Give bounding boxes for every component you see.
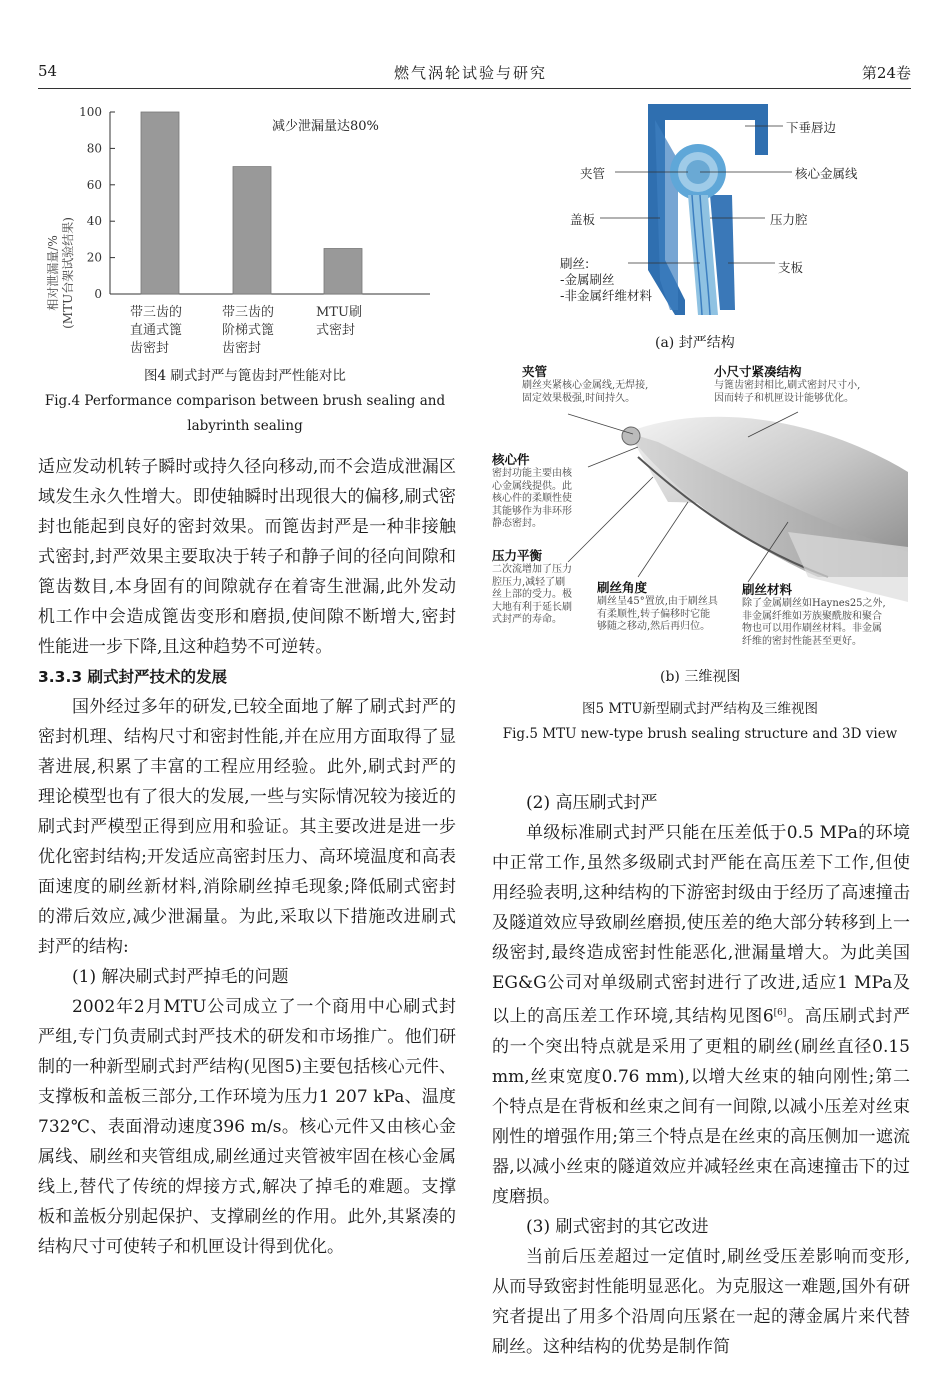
bar <box>233 167 271 294</box>
y-tick-label: 40 <box>86 214 102 229</box>
paragraph: 适应发动机转子瞬时或持久径向移动,而不会造成泄漏区域发生永久性增大。即使轴瞬时出现很大的偏移,刷式密封也能起到良好的密封效果。而篦齿封严是一种非接触式密封,封严效果主要取决于转子和静子间的径向间隙和篦齿数目,本身固有的间隙就存在着寄生泄漏,此外发动机工作中会造成篦齿变形和磨损,使间隙不断增大,密封性能进一步下降,且这种趋势不可逆转。 <box>38 457 456 657</box>
ann-pressure-text: 式封严的寿命。 <box>492 614 562 625</box>
section-heading: 3.3.3 刷式封严技术的发展 <box>38 668 228 686</box>
fig4-cat3-line: MTU刷 <box>316 305 362 320</box>
ann-angle-title: 刷丝角度 <box>597 580 648 595</box>
ann-clamp-text: 固定效果极强,时间持久。 <box>522 392 636 404</box>
ann-compact-title: 小尺寸紧凑结构 <box>714 364 802 379</box>
paragraph: 当前后压差超过一定值时,刷丝受压差影响而变形,从而导致密封性能明显恶化。为克服这一难题,国外有研究者提出了用多个沿周向压紧在一起的薄金属片来代替刷丝。这种结构的优势是制作简 <box>492 1246 910 1357</box>
fig4-cat3 <box>316 304 362 340</box>
fig4-bars <box>141 112 362 294</box>
ann-angle <box>597 578 718 634</box>
fig4-cat2-line: 带三齿的 <box>222 305 275 320</box>
fig4-caption-en: Fig.4 Performance comparison between brush sealing and <box>44 393 446 409</box>
leader-line <box>568 414 633 434</box>
ann-material-text: 纤维的密封性能甚至更好。 <box>742 635 862 647</box>
fig5b-subcaption: (b) 三维视图 <box>660 669 741 685</box>
ann-material-text: 除了金属刷丝如Haynes25之外, <box>742 598 886 609</box>
fig5-caption-cn: 图5 MTU新型刷式封严结构及三维视图 <box>581 701 819 717</box>
ann-core-text: 心金属线提供。此 <box>492 480 572 492</box>
fig4-cat2-line: 齿密封 <box>222 341 262 356</box>
paragraph-text: 。高压刷式封严的一个突出特点就是采用了更粗的刷丝(刷丝直径0.15 mm,丝束宽度0.76 mm),以增大丝束的轴向刚性;第二个特点是在背板和丝束之间有一间隙,以减小压差对丝束刚性的增强作用;第三个特点是在丝束的高压侧加一遮流器,以减小丝束的隧道效应并减轻丝束在高速撞击下的过度磨损。 <box>492 1006 910 1207</box>
fig4-ylabel-1: 相对泄漏量/% <box>46 235 60 311</box>
right-column <box>492 788 910 1362</box>
label-cover: 盖板 <box>570 212 596 227</box>
fig4-annotation: 减少泄漏量达80% <box>272 119 379 134</box>
ann-clamp <box>522 362 648 405</box>
ann-core-text: 核心件的柔顺性使 <box>492 493 572 504</box>
ann-angle-text: 够随之移动,然后再归位。 <box>597 621 711 632</box>
fig4-cat1-line: 齿密封 <box>130 341 170 356</box>
volume-label: 第24卷 <box>861 64 911 82</box>
fig4-cat2 <box>222 304 274 358</box>
label-bristles-line: -金属刷丝 <box>560 272 615 287</box>
ann-core-title: 核心件 <box>492 452 530 467</box>
ann-pressure-text: 大地有利于延长刷 <box>492 601 572 613</box>
ann-pressure-text: 丝上部的受力。极 <box>492 589 572 600</box>
journal-title: 燃气涡轮试验与研究 <box>393 64 547 82</box>
fig5a-diagram <box>560 100 910 360</box>
ann-compact-text: 与篦齿密封相比,刷式密封尺寸小, <box>714 380 861 391</box>
fig4-caption <box>30 364 460 439</box>
ann-pressure-text: 二次流增加了压力 <box>492 564 572 575</box>
fig4-cat2-line: 阶梯式篦 <box>222 323 275 338</box>
bar <box>324 249 362 295</box>
ann-material <box>742 580 886 648</box>
subheading: (3) 刷式密封的其它改进 <box>526 1216 709 1237</box>
reference-marker: [6] <box>773 1008 787 1018</box>
ann-core <box>492 450 572 531</box>
ann-pressure <box>492 546 572 627</box>
leader-line <box>568 477 653 562</box>
fig5-caption-en: Fig.5 MTU new-type brush sealing structure and 3D view <box>502 726 898 742</box>
subheading: (2) 高压刷式封严 <box>526 793 658 813</box>
fig5-caption <box>490 697 910 747</box>
label-bristles <box>560 256 652 304</box>
ann-pressure-text: 腔压力,减轻了刷 <box>492 576 566 588</box>
y-tick-label: 100 <box>79 105 102 119</box>
left-column <box>38 452 456 1262</box>
y-tick-label: 80 <box>86 141 102 156</box>
paragraph: 2002年2月MTU公司成立了一个商用中心刷式封严组,专门负责刷式封严技术的研发和市场推广。他们研制的一种新型刷式封严结构(见图5)主要包括核心元件、支撑板和盖板三部分,工作环境为压力1 207 kPa、温度732℃、表面滑动速度396 m/s。核心元件又由核心金属线、刷丝和夹管组成,刷丝通过夹管被牢固在核心金属线上,替代了传统的焊接方式,解决了掉毛的难题。支撑板和盖板分别起保护、支撑刷丝的作用。此外,其紧凑的结构尺寸可使转子和机匣设计得到优化。 <box>38 997 456 1257</box>
fig5a-svg <box>560 100 910 360</box>
paragraph <box>492 818 910 1212</box>
fig4-ylabel-2: (MTU台架试验结果) <box>61 217 75 329</box>
label-pressure-cavity: 压力腔 <box>770 212 808 227</box>
paragraph-text: 单级标准刷式封严只能在压差低于0.5 MPa的环境中正常工作,虽然多级刷式封严能在高压差下工作,但使用经验表明,这种结构的下游密封级由于经历了高速撞击及隧道效应导致刷丝磨损,使压差的绝大部分转移到上一级密封,最终造成密封性能恶化,泄漏量增大。为此美国EG&G公司对单级刷式密封进行了改进,适应1 MPa及以上的高压差工作环境,其结构见图6 <box>492 823 910 1027</box>
y-tick-label: 60 <box>86 177 102 192</box>
label-clamp: 夹管 <box>580 166 606 181</box>
fig4-cat1 <box>130 304 182 358</box>
fig5a-subcaption: (a) 封严结构 <box>655 335 735 351</box>
ann-core-text: 静态密封。 <box>492 518 542 529</box>
label-support: 支板 <box>778 260 804 275</box>
fig4-cat1-line: 直通式篦 <box>130 323 183 338</box>
page-number: 54 <box>38 62 58 80</box>
leader-line <box>638 502 688 577</box>
ann-clamp-text: 刷丝夹紧核心金属线,无焊接, <box>522 380 649 391</box>
label-core-wire: 核心金属线 <box>795 166 858 181</box>
core-wire-3d-shape <box>622 427 640 445</box>
ann-pressure-title: 压力平衡 <box>492 548 543 563</box>
fig4-cat3-line: 式密封 <box>316 323 356 338</box>
subheading: (1) 解决刷式封严掉毛的问题 <box>72 967 289 987</box>
y-tick-label: 20 <box>86 250 102 265</box>
ann-material-text: 非金属纤维如芳族聚酰胺和聚合 <box>742 610 882 622</box>
fig4-cat1-line: 带三齿的 <box>130 305 183 320</box>
y-tick-label: 0 <box>94 287 102 301</box>
fig4-caption-en: labyrinth sealing <box>187 418 303 434</box>
header-rule <box>38 88 911 89</box>
label-bristles-line: 刷丝: <box>560 256 590 271</box>
ann-angle-text: 刷丝呈45°置放,由于刷丝具 <box>597 596 718 607</box>
ann-angle-text: 有柔顺性,转子偏移时它能 <box>597 608 711 620</box>
ann-material-title: 刷丝材料 <box>742 582 793 597</box>
ann-material-text: 物也可以用作刷丝材料。非金属 <box>742 623 882 634</box>
paragraph: 国外经过多年的研发,已较全面地了解了刷式封严的密封机理、结构尺寸和密封性能,并在应用方面取得了显著进展,积累了丰富的工程应用经验。此外,刷式封严的理论模型也有了很大的发展,一些与实际情况较为接近的刷式封严模型正得到应用和验证。其主要改进是进一步优化密封结构;开发适应高密封压力、高环境温度和高表面速度的刷丝新材料,消除刷丝掉毛现象;降低刷式密封的滞后效应,减少泄漏量。为此,采取以下措施改进刷式封严的结构: <box>38 697 456 957</box>
ann-core-text: 密封功能主要由核 <box>492 468 572 479</box>
ann-compact-text: 因而转子和机匣设计能够优化。 <box>714 392 854 404</box>
ann-compact <box>714 362 860 405</box>
bar <box>141 112 179 294</box>
ann-core-text: 其能够作为非环形 <box>492 505 572 517</box>
label-lower-lip: 下垂唇边 <box>786 120 837 135</box>
ann-clamp-title: 夹管 <box>522 364 548 379</box>
leader-line <box>588 447 638 467</box>
label-bristles-line: -非金属纤维材料 <box>560 288 653 303</box>
fig4-caption-cn: 图4 刷式封严与篦齿封严性能对比 <box>144 368 346 384</box>
